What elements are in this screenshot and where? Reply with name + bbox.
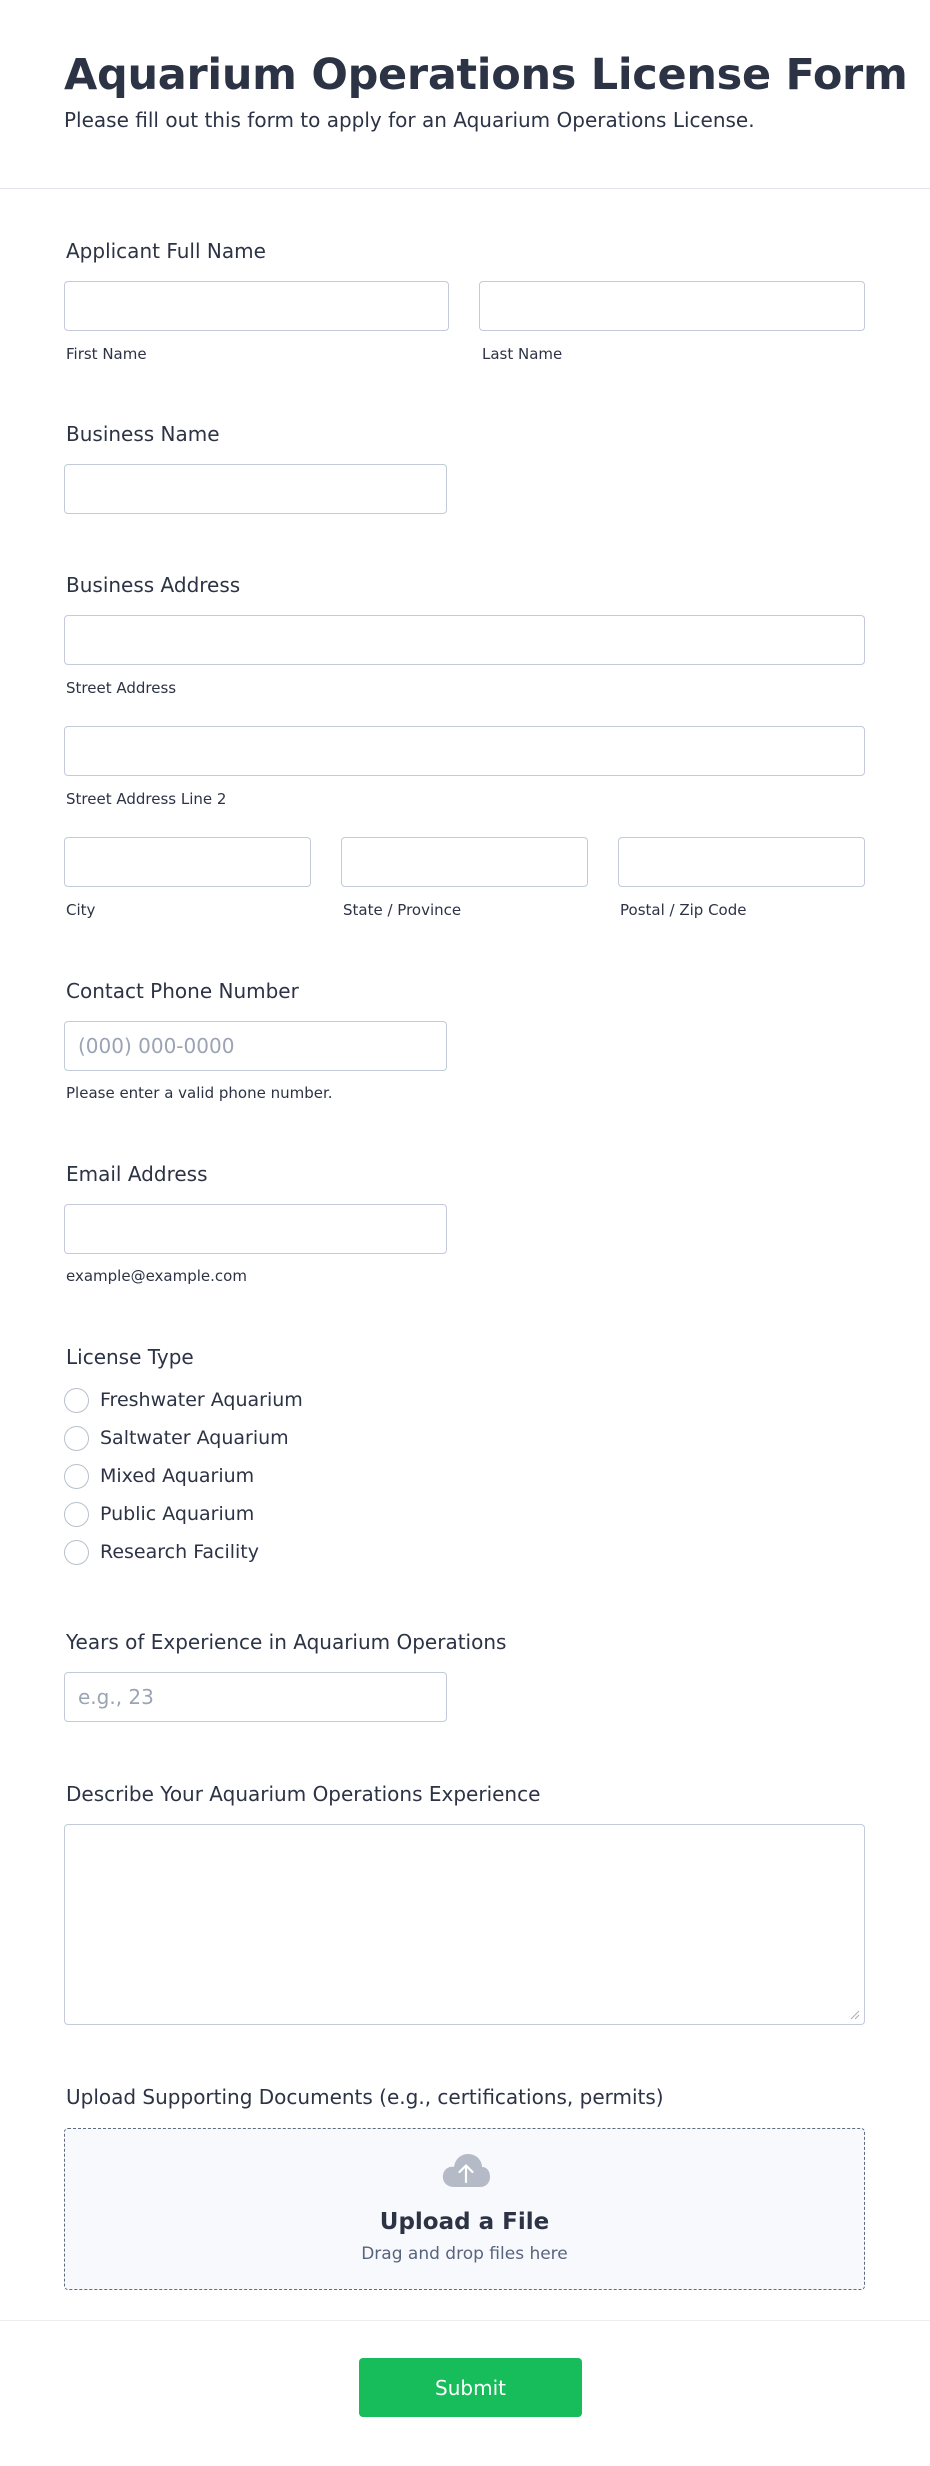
phone-input[interactable]: [64, 1021, 447, 1071]
postal-code-input[interactable]: [618, 837, 865, 887]
form-title: Aquarium Operations License Form: [64, 50, 908, 100]
last-name-input[interactable]: [479, 281, 865, 331]
upload-subtitle: Drag and drop files here: [361, 2244, 568, 2264]
cloud-upload-icon: [441, 2153, 491, 2189]
street-address-input[interactable]: [64, 615, 865, 665]
city-sublabel: City: [66, 901, 96, 919]
radio-button[interactable]: [64, 1502, 89, 1527]
radio-label: Public Aquarium: [100, 1503, 255, 1525]
city-input[interactable]: [64, 837, 311, 887]
email-input[interactable]: [64, 1204, 447, 1254]
business-name-input[interactable]: [64, 464, 447, 514]
footer-divider: [0, 2320, 930, 2321]
experience-years-label: Years of Experience in Aquarium Operations: [66, 1630, 507, 1654]
state-sublabel: State / Province: [343, 901, 462, 919]
radio-button[interactable]: [64, 1426, 89, 1451]
postal-code-sublabel: Postal / Zip Code: [620, 901, 747, 919]
radio-button[interactable]: [64, 1388, 89, 1413]
submit-button[interactable]: Submit: [359, 2358, 582, 2417]
first-name-sublabel: First Name: [66, 345, 147, 363]
experience-description-label: Describe Your Aquarium Operations Experience: [66, 1782, 541, 1806]
phone-label: Contact Phone Number: [66, 979, 299, 1003]
email-label: Email Address: [66, 1162, 208, 1186]
first-name-input[interactable]: [64, 281, 449, 331]
phone-hint: Please enter a valid phone number.: [66, 1084, 333, 1102]
upload-title: Upload a File: [379, 2209, 550, 2235]
radio-button[interactable]: [64, 1540, 89, 1565]
radio-label: Saltwater Aquarium: [100, 1427, 289, 1449]
radio-freshwater-aquarium[interactable]: [64, 1385, 303, 1415]
radio-saltwater-aquarium[interactable]: [64, 1423, 289, 1453]
radio-label: Research Facility: [100, 1541, 259, 1563]
radio-label: Mixed Aquarium: [100, 1465, 255, 1487]
radio-button[interactable]: [64, 1464, 89, 1489]
radio-mixed-aquarium[interactable]: [64, 1461, 254, 1491]
radio-label: Freshwater Aquarium: [100, 1389, 303, 1411]
street-address-sublabel: Street Address: [66, 679, 177, 697]
email-hint: example@example.com: [66, 1267, 247, 1285]
form-subtitle: Please fill out this form to apply for an Aquarium Operations License.: [64, 108, 755, 132]
street-address-line2-input[interactable]: [64, 726, 865, 776]
last-name-sublabel: Last Name: [482, 345, 563, 363]
license-type-label: License Type: [66, 1345, 194, 1369]
radio-public-aquarium[interactable]: [64, 1499, 254, 1529]
state-input[interactable]: [341, 837, 588, 887]
business-address-label: Business Address: [66, 573, 241, 597]
applicant-name-label: Applicant Full Name: [66, 239, 266, 263]
business-name-label: Business Name: [66, 422, 220, 446]
experience-description-textarea[interactable]: [64, 1824, 865, 2025]
radio-research-facility[interactable]: [64, 1537, 259, 1567]
form-header: [0, 0, 930, 189]
upload-label: Upload Supporting Documents (e.g., certifications, permits): [66, 2085, 664, 2109]
street-address-line2-sublabel: Street Address Line 2: [66, 790, 227, 808]
experience-years-input[interactable]: [64, 1672, 447, 1722]
file-upload-dropzone[interactable]: [64, 2128, 865, 2290]
resize-grip-icon[interactable]: [848, 2008, 860, 2020]
